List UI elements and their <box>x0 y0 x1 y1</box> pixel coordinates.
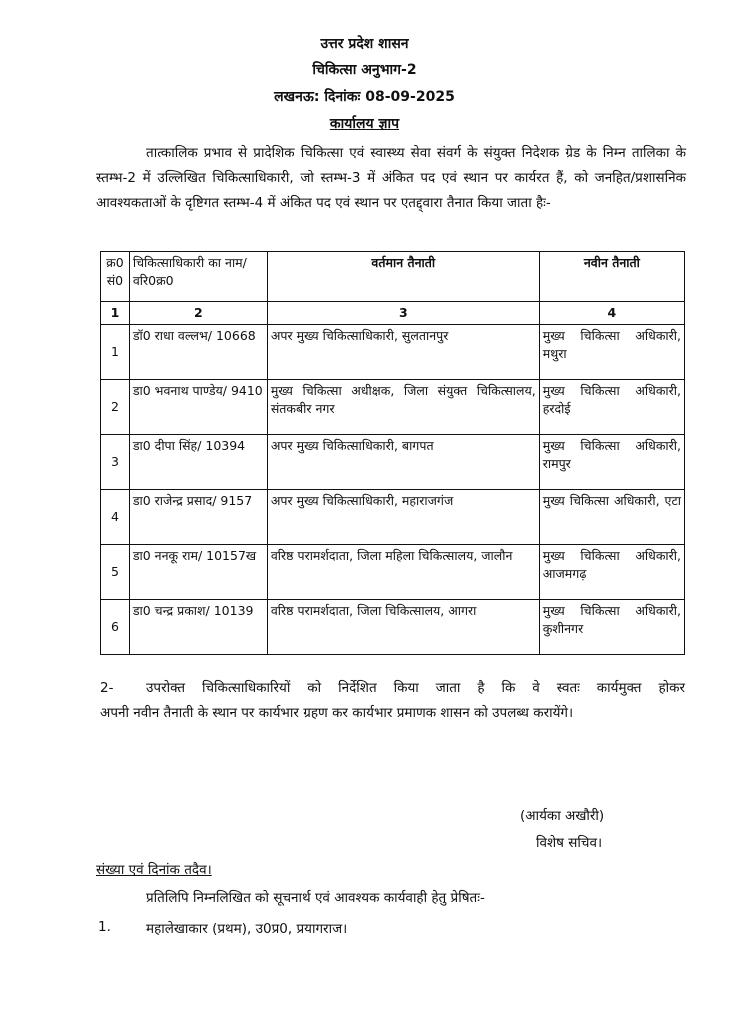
office-memo-title: कार्यालय ज्ञाप <box>329 116 400 132</box>
copy-item-number: 1. <box>98 919 111 935</box>
row-current-posting: अपर मुख्य चिकित्साधिकारी, महाराजगंज <box>267 490 539 545</box>
header-serial: क्र0 सं0 <box>101 252 130 302</box>
row-current-posting: वरिष्ठ परामर्शदाता, जिला चिकित्सालय, आगरा <box>267 600 539 655</box>
col-number-2: 2 <box>129 302 267 325</box>
paragraph-2-line1 <box>100 676 685 701</box>
row-name: डा0 ननकू राम/ 10157ख <box>129 545 267 600</box>
table-row <box>101 600 685 655</box>
table-row <box>101 490 685 545</box>
column-number-row <box>101 302 685 325</box>
row-serial: 4 <box>101 490 130 545</box>
paragraph-2-number: 2- <box>100 680 114 696</box>
signatory-name: (आर्यका अखौरी) <box>520 808 605 824</box>
row-current-posting: मुख्य चिकित्सा अधीक्षक, जिला संयुक्त चिकित्सालय, संतकबीर नगर <box>267 380 539 435</box>
row-name: डा0 भवनाथ पाण्डेय/ 9410 <box>129 380 267 435</box>
row-new-posting: मुख्य चिकित्सा अधिकारी, कुशीनगर <box>539 600 684 655</box>
row-new-posting: मुख्य चिकित्सा अधिकारी, रामपुर <box>539 435 684 490</box>
row-serial: 3 <box>101 435 130 490</box>
table-row <box>101 435 685 490</box>
govt-heading: उत्तर प्रदेश शासन <box>320 36 409 52</box>
section-heading: चिकित्सा अनुभाग-2 <box>312 62 417 78</box>
header-name: चिकित्साधिकारी का नाम/ वरि0क्र0 <box>129 252 267 302</box>
paragraph-2-rest: अपनी नवीन तैनाती के स्थान पर कार्यभार ग्रहण कर कार्यभार प्रमाणक शासन को उपलब्ध करायेंगे। <box>100 705 574 721</box>
row-new-posting: मुख्य चिकित्सा अधिकारी, हरदोई <box>539 380 684 435</box>
row-new-posting: मुख्य चिकित्सा अधिकारी, एटा <box>539 490 684 545</box>
row-serial: 2 <box>101 380 130 435</box>
row-serial: 1 <box>101 325 130 380</box>
table-header-row <box>101 252 685 302</box>
paragraph-2 <box>100 676 685 726</box>
header-new: नवीन तैनाती <box>539 252 684 302</box>
row-name: डा0 दीपा सिंह/ 10394 <box>129 435 267 490</box>
row-current-posting: वरिष्ठ परामर्शदाता, जिला महिला चिकित्सालय, जालौन <box>267 545 539 600</box>
table-row <box>101 380 685 435</box>
row-serial: 6 <box>101 600 130 655</box>
posting-table <box>100 251 685 655</box>
col-number-4: 4 <box>539 302 684 325</box>
row-current-posting: अपर मुख्य चिकित्साधिकारी, सुलतानपुर <box>267 325 539 380</box>
row-current-posting: अपर मुख्य चिकित्साधिकारी, बागपत <box>267 435 539 490</box>
col-number-1: 1 <box>101 302 130 325</box>
table-row <box>101 325 685 380</box>
header-current: वर्तमान तैनाती <box>267 252 539 302</box>
col-number-3: 3 <box>267 302 539 325</box>
row-name: डॉ0 राधा वल्लभ/ 10668 <box>129 325 267 380</box>
row-name: डा0 चन्द्र प्रकाश/ 10139 <box>129 600 267 655</box>
row-new-posting: मुख्य चिकित्सा अधिकारी, आजमगढ़ <box>539 545 684 600</box>
intro-paragraph: तात्कालिक प्रभाव से प्रादेशिक चिकित्सा एवं स्वास्थ्य सेवा संवर्ग के संयुक्त निदेशक ग्रेड के निम्न तालिका के स्तम्भ-2 में उल्लिखित चिकित्साधिकारी, जो स्तम्भ-3 में अंकित पद एवं स्थान पर कार्यरत हैं, को जनहित/प्रशासनिक आवश्यकताओं के दृष्टिगत स्तम्भ-4 में अंकित पद एवं स्थान पर एतद्द्वारा तैनात किया जाता हैः- <box>96 145 686 211</box>
paragraph-2-text: उपरोक्त चिकित्साधिकारियों को निर्देशित किया जाता है कि वे स्वतः कार्यमुक्त होकर <box>146 680 685 696</box>
row-name: डा0 राजेन्द्र प्रसाद/ 9157 <box>129 490 267 545</box>
place-date: लखनऊ: दिनांकः 08-09-2025 <box>274 89 455 105</box>
reference-title: संख्या एवं दिनांक तदैव। <box>96 862 212 878</box>
row-serial: 5 <box>101 545 130 600</box>
copy-line: प्रतिलिपि निम्नलिखित को सूचनार्थ एवं आवश्यक कार्यवाही हेतु प्रेषितः- <box>146 890 485 906</box>
copy-item-text: महालेखाकार (प्रथम), उ0प्र0, प्रयागराज। <box>146 921 348 937</box>
table-row <box>101 545 685 600</box>
row-new-posting: मुख्य चिकित्सा अधिकारी, मथुरा <box>539 325 684 380</box>
signatory-designation: विशेष सचिव। <box>536 835 603 851</box>
